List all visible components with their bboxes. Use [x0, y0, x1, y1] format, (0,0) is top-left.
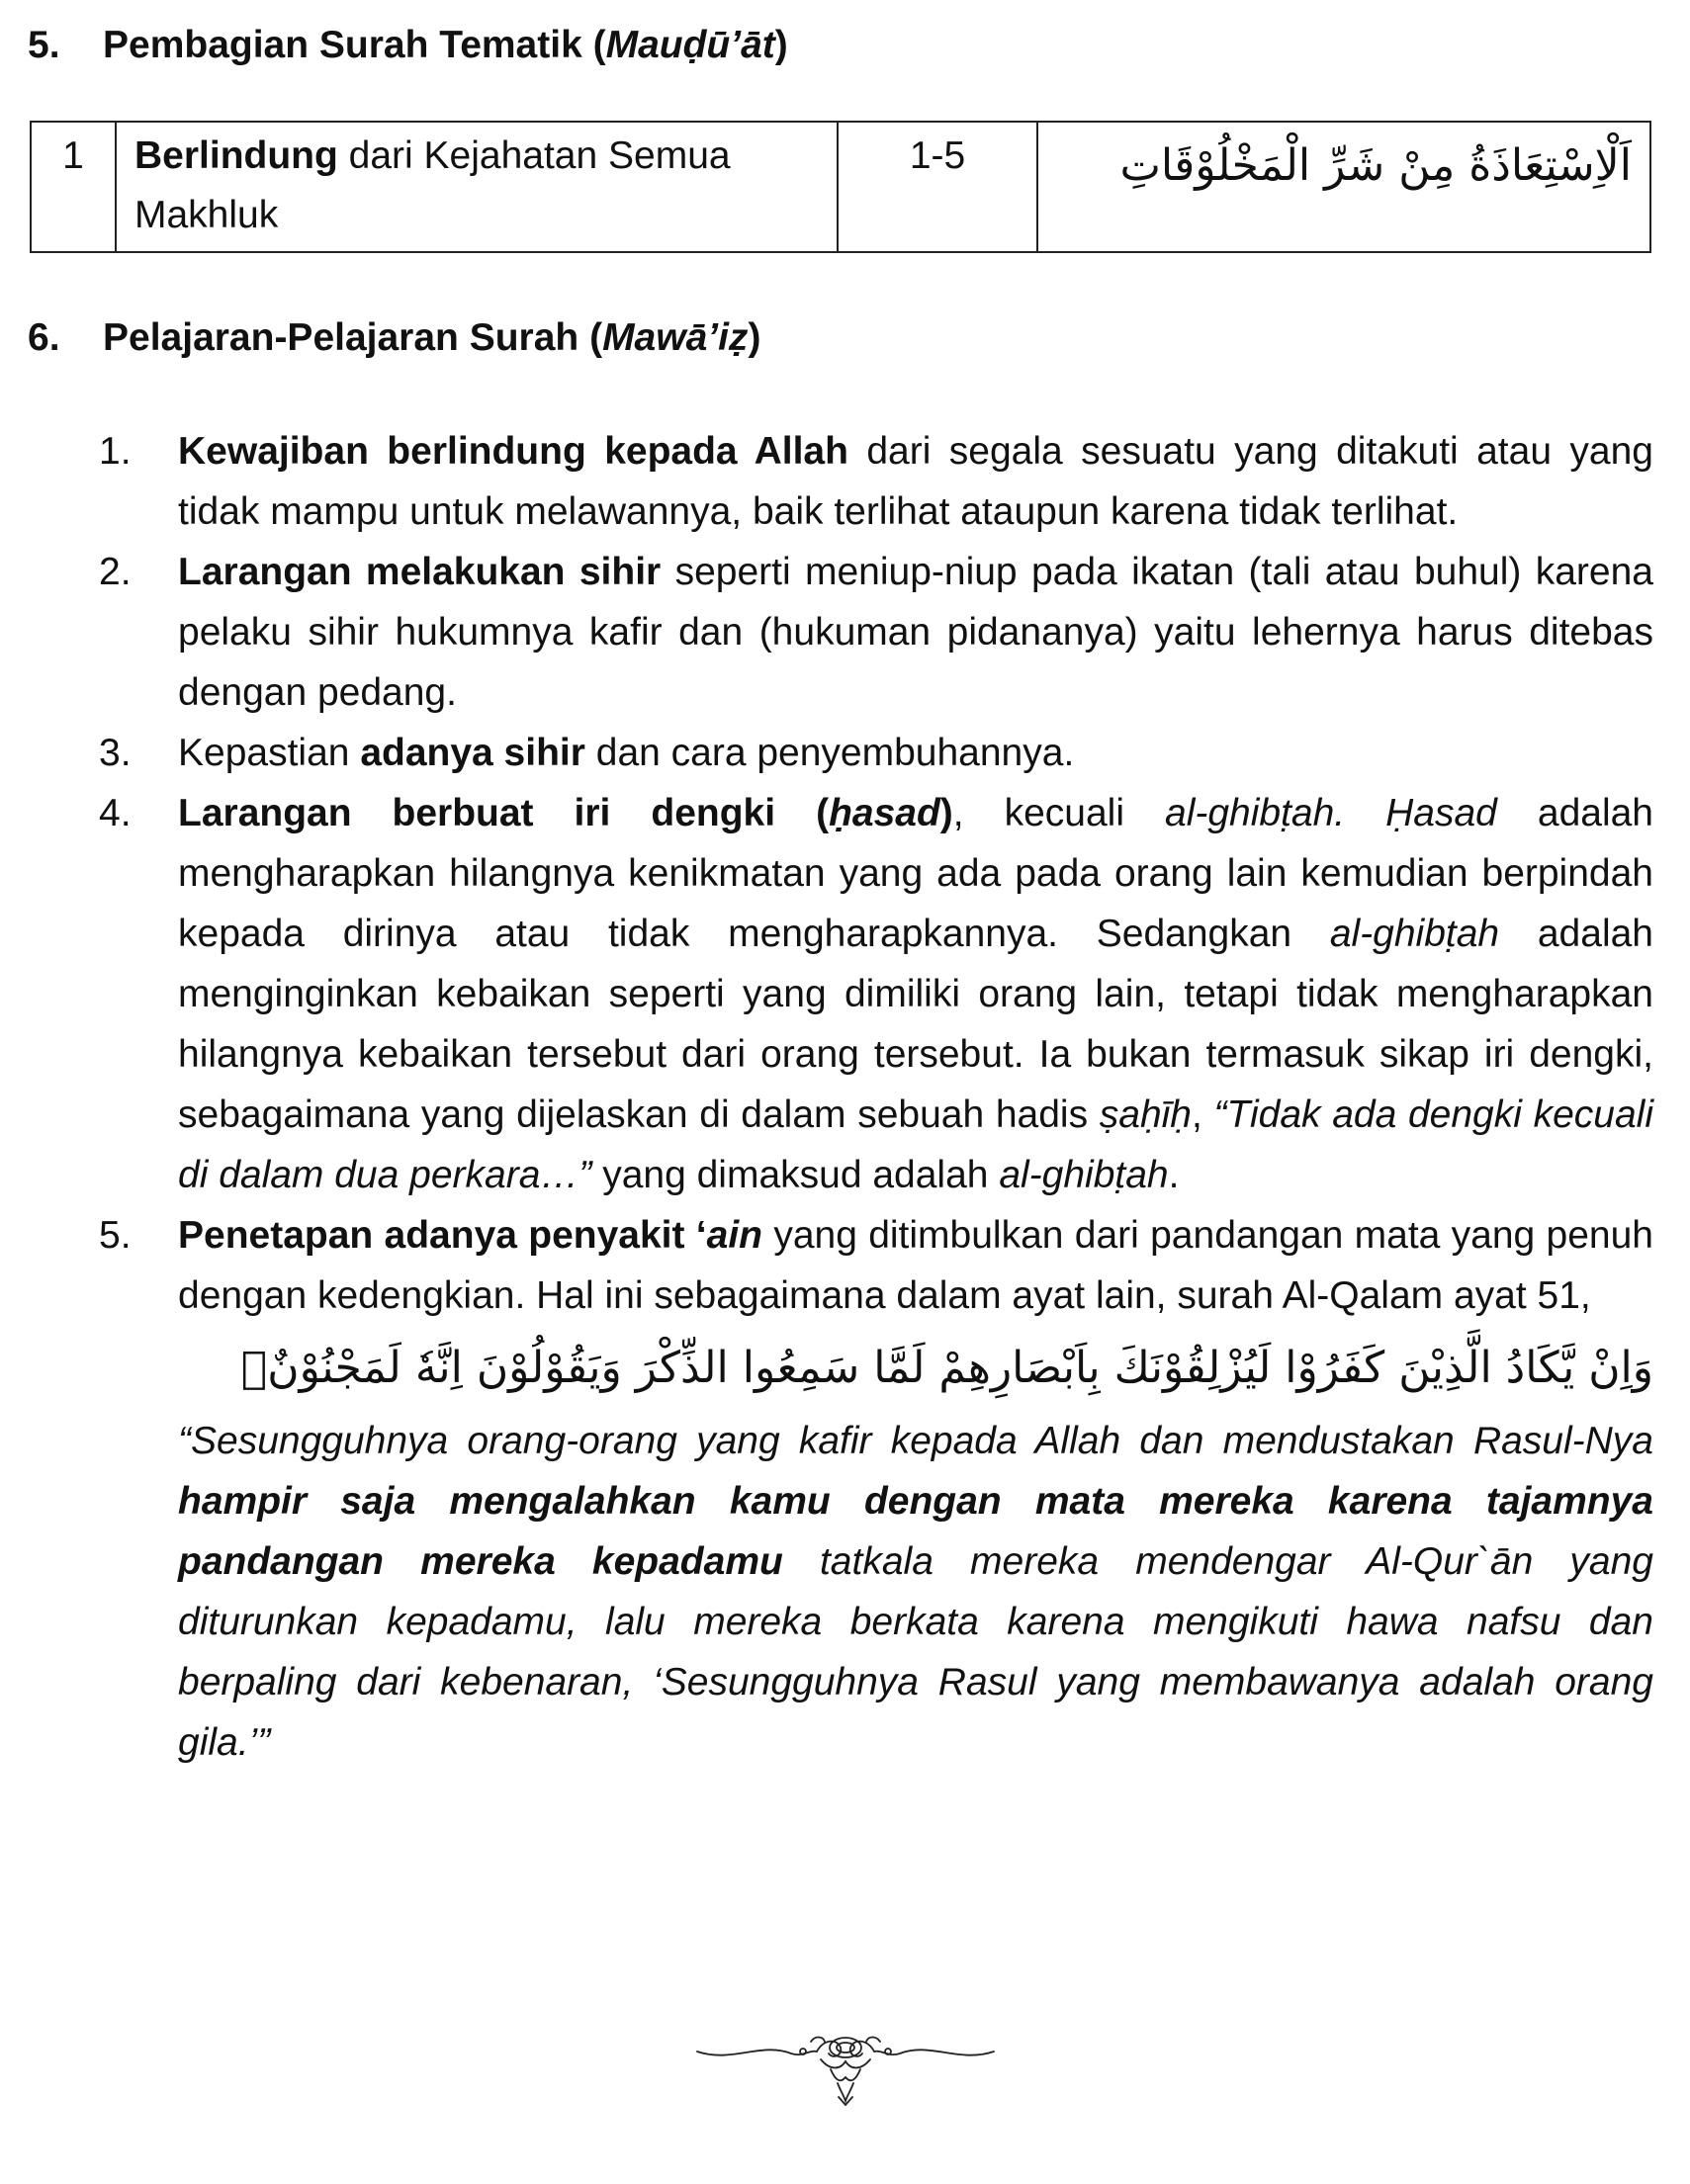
list-item-number: 5. [99, 1214, 132, 1257]
lesson-4-i2: al-ghibṭah [1329, 913, 1500, 955]
lesson-4-t3: adalah menginginkan kebaikan seperti yang dimiliki orang lain, tetapi tidak mengharapkan hilangnya kebaikan tersebut dari orang tersebut. Ia bukan termasuk sikap iri dengki, sebagaimana yang dijelaskan di dalam sebuah hadis [178, 913, 1653, 1136]
lesson-4-t2: adalah mengharapkan hilangnya kenikmatan yang ada pada orang lain kemudian berpindah kepada dirinya atau tidak mengharapkannya. Sedangkan [178, 792, 1653, 955]
list-item [99, 783, 1653, 1205]
thematic-table [30, 121, 1651, 253]
section-6-heading [28, 314, 760, 362]
list-item [99, 542, 1653, 723]
list-item [99, 723, 1653, 783]
section-6-title-end: ) [748, 316, 761, 359]
table-cell-number: 1 [31, 122, 116, 252]
lesson-2-bold: Larangan melakukan sihir [178, 551, 662, 593]
table-title-bold: Berlindung [134, 134, 338, 177]
section-5-number: 5. [28, 24, 60, 66]
lesson-3-text: dan cara penyembuhannya. [584, 732, 1075, 774]
lesson-4-t6: . [1168, 1154, 1180, 1196]
section-5-title: Pembagian Surah Tematik ( [103, 24, 606, 66]
lesson-3-bold: adanya sihir [360, 732, 585, 774]
translation-bold: hampir saja mengalahkan kamu dengan mata mereka karena tajamnya pandangan mereka kepadamu [178, 1480, 1653, 1583]
table-row [31, 122, 1650, 252]
section-6-title: Pelajaran-Pelajaran Surah ( [103, 316, 603, 359]
list-item [99, 421, 1653, 542]
lesson-4-t5: yang dimaksud adalah [591, 1154, 1000, 1196]
lesson-4-i3: ṣaḥīḥ [1099, 1093, 1192, 1136]
translation-part-2: tatkala mereka mendengar Al-Qur`ān yang diturunkan kepadamu, lalu mereka berkata karena mengikuti hawa nafsu dan berpaling dari kebenaran, ‘Sesungguhnya Rasul yang membawanya adalah orang gila.’” [178, 1540, 1653, 1764]
section-5-title-end: ) [774, 24, 788, 66]
list-item-number: 2. [99, 551, 132, 593]
table-cell-arabic: اَلْاِسْتِعَاذَةُ مِنْ شَرِّ الْمَخْلُوْقَاتِ [1037, 122, 1650, 252]
lesson-4-t1: , kecuali [952, 792, 1166, 834]
list-item-number: 4. [99, 792, 132, 834]
lesson-4-bold-end: ) [939, 792, 953, 834]
lesson-5-bold: Penetapan adanya penyakit ‘ [178, 1214, 707, 1257]
lesson-5-bold-italic: ain [706, 1214, 762, 1257]
lesson-3-pre: Kepastian [178, 732, 361, 774]
lesson-4-t4: , [1192, 1093, 1214, 1136]
translation-part-1: “Sesungguhnya orang-orang yang kafir kepada Allah dan mendustakan Rasul-Nya [178, 1420, 1653, 1462]
table-cell-range: 1-5 [838, 122, 1037, 252]
section-5-title-italic: Mauḍū’āt [605, 24, 775, 66]
lesson-1-text: dari segala sesuatu yang ditakuti atau yang tidak mampu untuk melawannya, baik terlihat ataupun karena tidak terlihat. [178, 430, 1653, 533]
section-5-heading [28, 22, 788, 69]
list-item-number: 3. [99, 732, 132, 774]
lesson-4-i5: al-ghibṭah [999, 1154, 1169, 1196]
lesson-4-i4: “Tidak ada dengki kecuali di dalam dua perkara…” [178, 1093, 1653, 1196]
lesson-2-text: seperti meniup-niup pada ikatan (tali atau buhul) karena pelaku sihir hukumnya kafir dan (hukuman pidananya) yaitu lehernya harus ditebas dengan pedang. [178, 551, 1653, 714]
verse-translation [99, 1411, 1653, 1773]
lesson-4-bold: Larangan berbuat iri dengki ( [178, 792, 830, 834]
floral-divider-icon [692, 2012, 999, 2111]
lesson-1-bold: Kewajiban berlindung kepada Allah [178, 430, 848, 473]
quran-verse-arabic: وَاِنْ يَّكَادُ الَّذِيْنَ كَفَرُوْا لَيُزْلِقُوْنَكَ بِاَبْصَارِهِمْ لَمَّا سَمِعُوا الذِّكْرَ وَيَقُوْلُوْنَ اِنَّهٗ لَمَجْنُوْنٌۘ [240, 1343, 1653, 1393]
section-6-number: 6. [28, 316, 60, 359]
list-item [99, 1205, 1653, 1326]
lesson-5-text: yang ditimbulkan dari pandangan mata yang penuh dengan kedengkian. Hal ini sebagaimana dalam ayat lain, surah Al-Qalam ayat 51, [178, 1214, 1653, 1317]
table-cell-title [116, 122, 838, 252]
lesson-4-i1: al-ghibṭah. Ḥasad [1165, 792, 1497, 834]
lessons-list [99, 421, 1653, 1773]
section-6-title-italic: Mawā’iẓ [602, 316, 749, 359]
table-title-rest: dari Kejahatan Semua Makhluk [134, 134, 731, 236]
list-item-number: 1. [99, 430, 132, 473]
lesson-4-bold-italic: ḥasad [829, 792, 940, 834]
